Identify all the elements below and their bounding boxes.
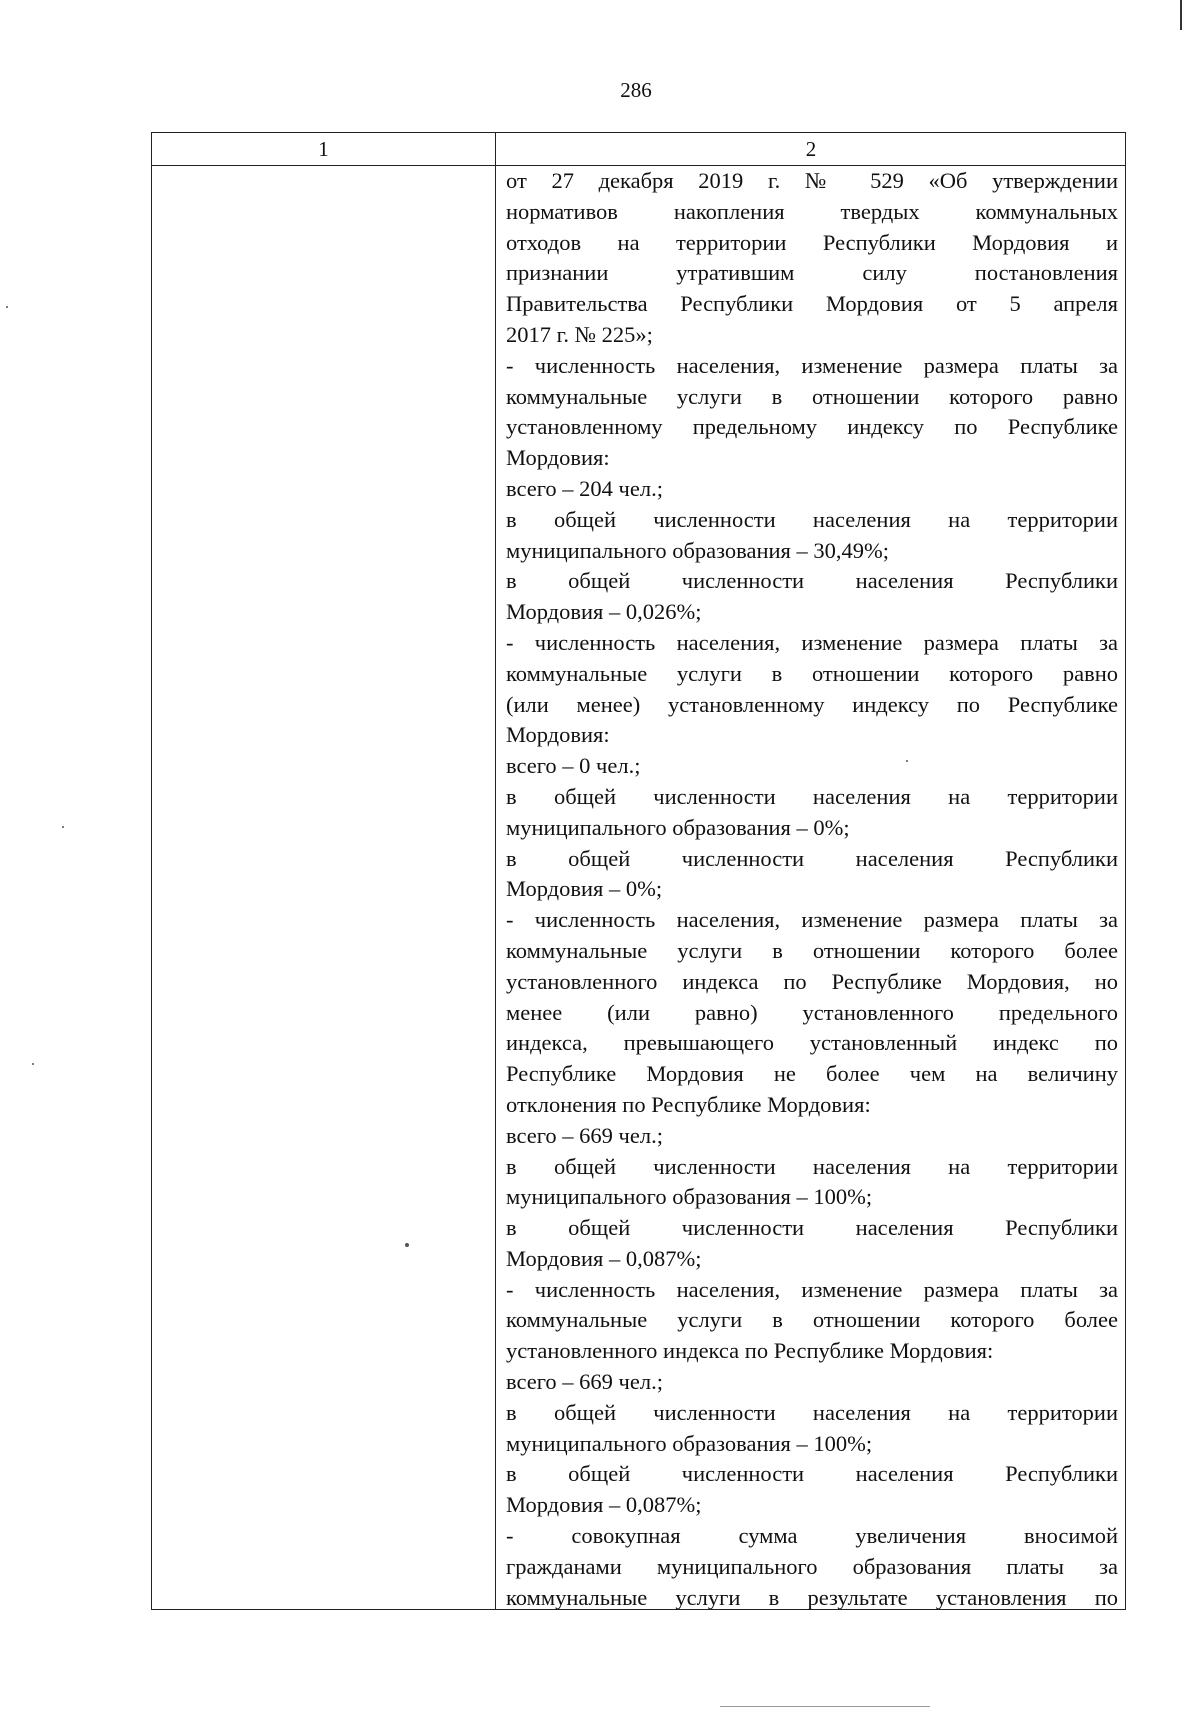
text-line: муниципального образования – 100%;: [506, 1184, 873, 1210]
text-line: признании утратившим силу постановления: [506, 260, 1118, 286]
text-line: коммунальные услуги в отношении которого равно: [506, 660, 1118, 686]
text-line: Мордовия – 0,087%;: [506, 1245, 702, 1271]
text-line: в общей численности населения Республики: [506, 1215, 1118, 1241]
text-line: установленному предельному индексу по Республике: [506, 414, 1118, 440]
text-line: отклонения по Республике Мордовия:: [506, 1091, 871, 1117]
text-line: отходов на территории Республики Мордовия и: [506, 229, 1118, 255]
text-line: Мордовия:: [506, 445, 610, 471]
text-line: всего – 204 чел.;: [506, 475, 663, 501]
text-line: всего – 669 чел.;: [506, 1122, 663, 1148]
text-line: Мордовия – 0,087%;: [506, 1492, 702, 1518]
scan-speck: [6, 306, 8, 308]
scan-speck: [906, 760, 908, 762]
text-line: Республике Мордовия не более чем на величину: [506, 1061, 1118, 1087]
text-line: муниципального образования – 100%;: [506, 1430, 873, 1456]
text-line: в общей численности населения на территории: [506, 506, 1118, 532]
scan-edge-mark: [1180, 0, 1182, 30]
scan-edge-mark: [720, 1706, 930, 1707]
text-line: коммунальные услуги в отношении которого более: [506, 937, 1118, 963]
text-line: коммунальные услуги в отношении которого равно: [506, 383, 1118, 409]
text-line: от 27 декабря 2019 г. № 529 «Об утверждении: [506, 168, 1118, 193]
document-table: [151, 132, 1126, 1610]
text-line: - численность населения, изменение размера платы за: [506, 907, 1118, 933]
text-line: - численность населения, изменение размера платы за: [506, 1276, 1118, 1302]
text-line: в общей численности населения Республики: [506, 568, 1118, 594]
page-number: 286: [620, 78, 652, 102]
text-line: - совокупная сумма увеличения вносимой: [506, 1523, 1118, 1549]
column-header-2: 2: [805, 137, 817, 161]
text-line: в общей численности населения Республики: [506, 845, 1118, 871]
text-line: коммунальные услуги в результате установления по: [506, 1584, 1118, 1610]
scan-speck: [62, 826, 64, 828]
text-line: индекса, превышающего установленный индекс по: [506, 1030, 1118, 1056]
text-line: в общей численности населения Республики: [506, 1461, 1118, 1487]
text-line: гражданами муниципального образования платы за: [506, 1553, 1118, 1579]
text-line: нормативов накопления твердых коммунальных: [506, 198, 1118, 224]
scan-speck: [405, 1243, 409, 1247]
text-line: коммунальные услуги в отношении которого более: [506, 1307, 1118, 1333]
text-line: всего – 669 чел.;: [506, 1369, 663, 1395]
text-line: Мордовия – 0,026%;: [506, 599, 702, 625]
text-line: - численность населения, изменение размера платы за: [506, 352, 1118, 378]
text-line: установленного индекса по Республике Мордовия:: [506, 1338, 994, 1364]
text-line: в общей численности населения на территории: [506, 783, 1118, 809]
text-line: муниципального образования – 30,49%;: [506, 537, 890, 563]
text-line: установленного индекса по Республике Мордовия, но: [506, 968, 1118, 994]
text-line: Мордовия – 0%;: [506, 876, 663, 902]
text-line: - численность населения, изменение размера платы за: [506, 629, 1118, 655]
text-line: в общей численности населения на территории: [506, 1399, 1118, 1425]
text-line: менее (или равно) установленного предельного: [506, 999, 1118, 1025]
table-header-row: [152, 133, 1125, 166]
text-line: всего – 0 чел.;: [506, 753, 641, 779]
text-line: 2017 г. № 225»;: [506, 321, 653, 347]
text-line: Мордовия:: [506, 722, 610, 748]
text-line: в общей численности населения на территории: [506, 1153, 1118, 1179]
text-line: муниципального образования – 0%;: [506, 814, 850, 840]
text-line: Правительства Республики Мордовия от 5 апреля: [506, 291, 1118, 317]
column-divider: [495, 133, 496, 1609]
column-header-1: 1: [318, 137, 329, 161]
scan-speck: [32, 1063, 34, 1065]
text-line: (или менее) установленному индексу по Республике: [506, 691, 1118, 717]
content-cell-column-2: [506, 166, 1118, 1613]
